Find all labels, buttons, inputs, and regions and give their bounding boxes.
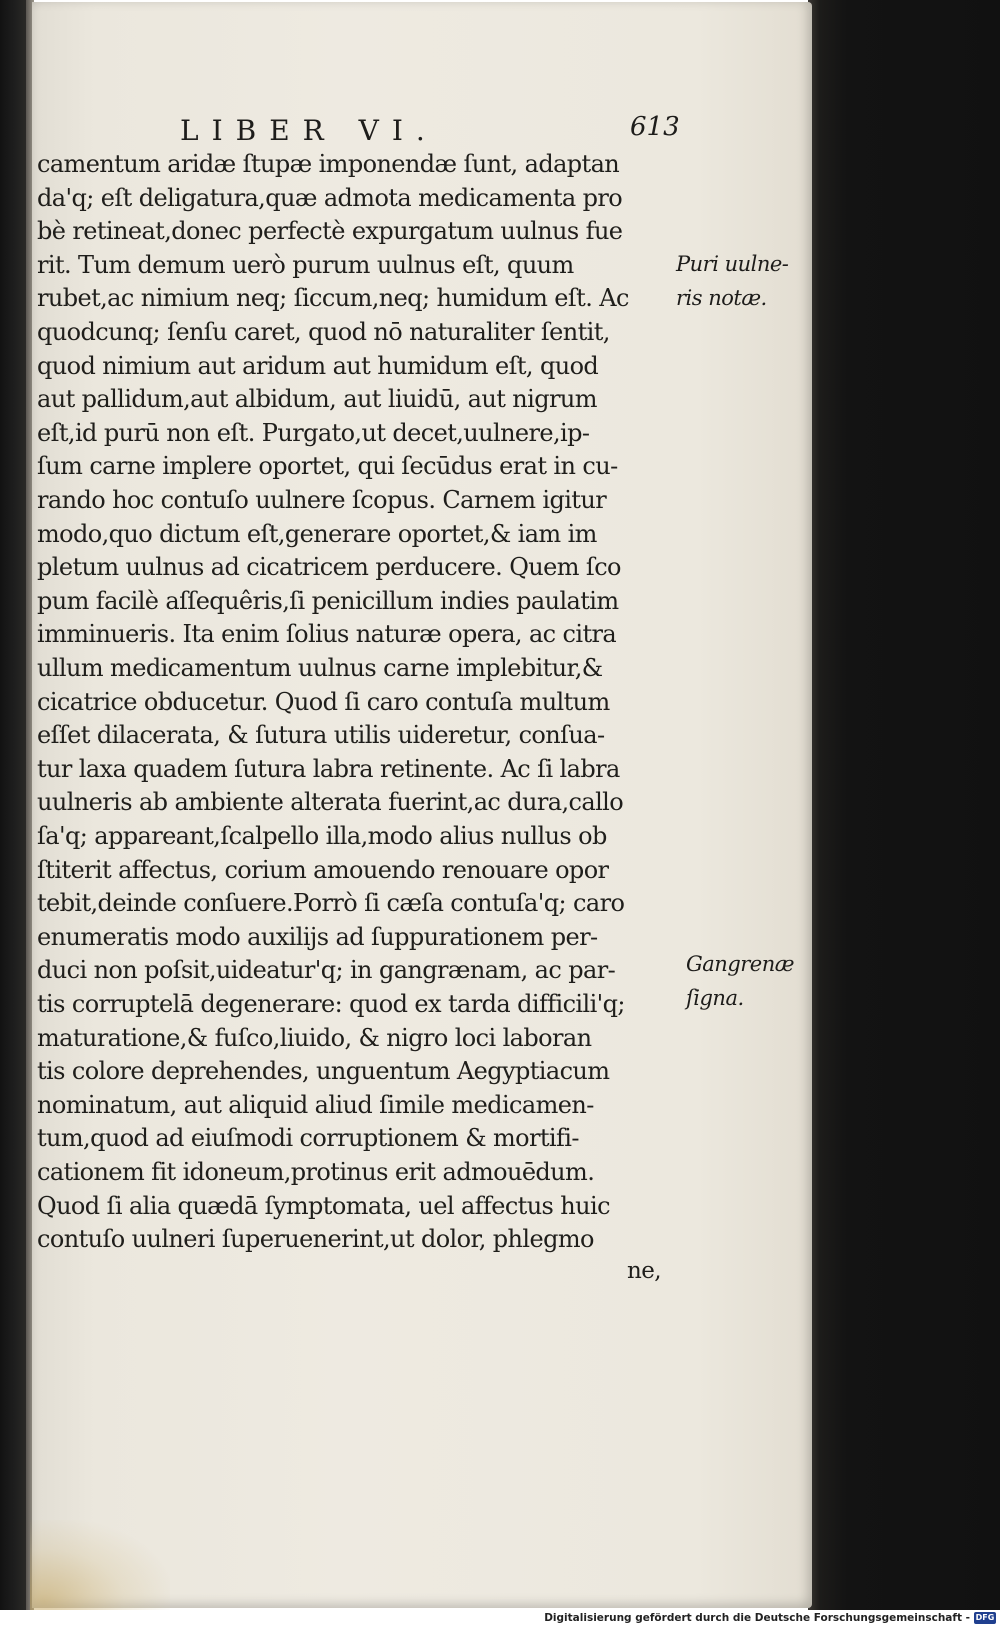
text-line: camentum aridæ ſtupæ imponendæ ſunt, adaptan [37,150,620,178]
text-line: ſum carne implere oportet, qui ſecūdus erat in cu- [37,452,618,481]
text-line: da'q; eſt deligatura,quæ admota medicamenta pro [37,183,623,212]
text-line: eſt,id purū non eſt. Purgato,ut decet,uulnere,ip- [37,418,590,447]
marginal-note: ris notæ. [676,286,767,310]
footer-bar [0,1610,1000,1627]
text-line: duci non poſsit,uideatur'q; in gangrænam, ac par- [37,956,616,985]
running-title: LIBER VI. [180,114,438,147]
catchword: ne, [627,1258,661,1284]
scan-background-right [808,0,1000,1610]
dfg-logo: DFG [975,1613,995,1622]
text-line: ſa'q; appareant,ſcalpello illa,modo alius nullus ob [37,822,607,850]
text-line: rando hoc contuſo uulnere ſcopus. Carnem igitur [37,486,607,514]
text-line: imminueris. Ita enim ſolius naturæ opera, ac citra [37,620,617,649]
text-line: tur laxa quadem ſutura labra retinente. Ac ſi labra [37,754,620,783]
text-line: tis corruptelā degenerare: quod ex tarda difficili'q; [37,990,625,1018]
text-line: uulneris ab ambiente alterata fuerint,ac dura,callo [37,788,624,817]
paper-stain [30,1520,170,1610]
text-line: tebit,deinde conſuere.Porrò ſi cæſa contuſa'q; caro [37,889,625,918]
text-line: ullum medicamentum uulnus carne implebitur,& [37,654,603,682]
text-line: eſſet dilacerata, & ſutura utilis uideretur, conſua- [37,721,605,750]
text-line: modo,quo dictum eſt,generare oportet,& iam im [37,519,597,548]
text-line: bè retineat,donec perfectè expurgatum uulnus fue [37,217,623,246]
text-line: tum,quod ad eiuſmodi corruptionem & mortifi- [37,1124,579,1153]
text-line: quod nimium aut aridum aut humidum eſt, quod [37,351,599,380]
text-line: maturatione,& fuſco,liuido, & nigro loci laboran [37,1023,592,1052]
text-line: rit. Tum demum uerò purum uulnus eſt, quum [37,250,574,279]
marginal-note: Puri uulne- [676,252,789,276]
body-text [37,148,677,1288]
book-cover-edge [0,0,26,1627]
text-line: pletum uulnus ad cicatricem perducere. Quem ſco [37,553,621,582]
text-line: Quod ſi alia quædā ſymptomata, uel affectus huic [37,1191,610,1220]
digitization-credit: Digitalisierung gefördert durch die Deutsche Forschungsgemeinschaft - [544,1612,970,1624]
text-line: nominatum, aut aliquid aliud ſimile medicamen- [37,1090,594,1119]
page-number: 613 [630,112,680,142]
text-line: ſtiterit affectus, corium amouendo renouare opor [37,855,609,884]
text-line: tis colore deprehendes, unguentum Aegyptiacum [37,1057,610,1086]
text-line: cicatrice obducetur. Quod ſi caro contuſa multum [37,687,610,716]
text-line: enumeratis modo auxilijs ad ſuppurationem per- [37,922,598,951]
text-line: contuſo uulneri ſuperuenerint,ut dolor, phlegmo [37,1225,594,1254]
text-line: aut pallidum,aut albidum, aut liuidū, aut nigrum [37,385,597,414]
text-line: cationem fit idoneum,protinus erit admouēdum. [37,1158,595,1186]
marginal-note: ſigna. [686,986,744,1010]
text-line: rubet,ac nimium neq; ſiccum,neq; humidum eſt. Ac [37,284,629,313]
text-line: pum facilè aſſequêris,ſi penicillum indies paulatim [37,586,619,615]
text-line: quodcunq; ſenſu caret, quod nō naturaliter ſentit, [37,318,610,346]
marginal-note: Gangrenæ [686,952,794,976]
